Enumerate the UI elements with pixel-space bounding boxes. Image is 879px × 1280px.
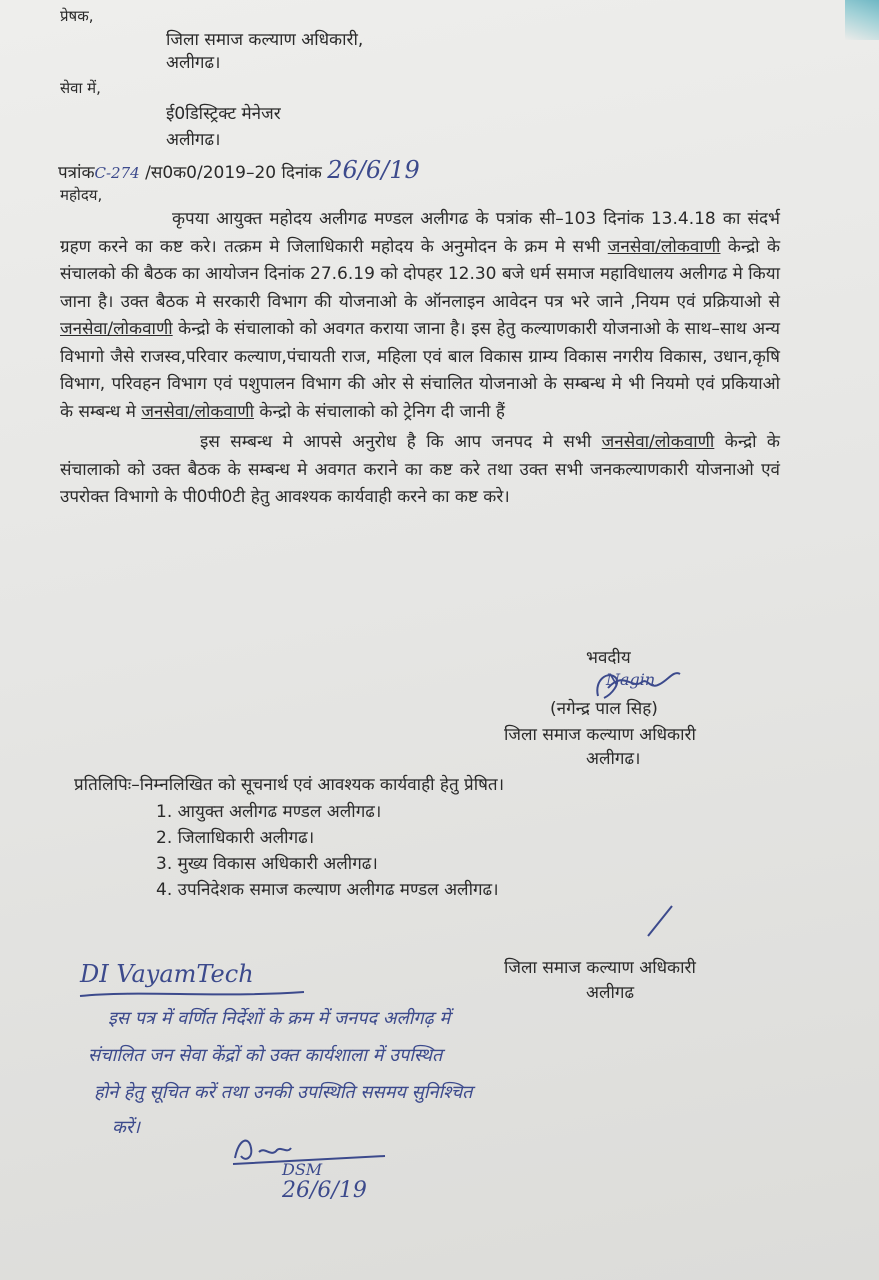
copies-intro: प्रतिलिपिः–निम्नलिखित को सूचनार्थ एवं आवश्यक कार्यवाही हेतु प्रेषित। [74, 775, 505, 795]
photo-edge-shadow [845, 0, 879, 40]
letter-body [60, 206, 780, 512]
signatory-place: अलीगढ। [586, 749, 641, 769]
copy-item: 3. मुख्य विकास अधिकारी अलीगढ। [156, 854, 378, 874]
paragraph-1: कृपया आयुक्त महोदय अलीगढ मण्डल अलीगढ के पत्रांक सी–103 दिनांक 13.4.18 का संदर्भ ग्रहण करने का कष्ट करे। तत्क्रम मे जिलाधिकारी महोदय के अनुमोदन के क्रम मे सभी जनसेवा/लोकवाणी केन्द्रो के संचालको की बैठक का आयोजन दिनांक 27.6.19 को दोपहर 12.30 बजे धर्म समाज महाविधालय अलीगढ मे किया जाना है। उक्त बैठक मे सरकारी विभाग की योजनाओ के ऑनलाइन आवेदन पत्र भरे जाने ,नियम एवं प्रक्रियाओ से जनसेवा/लोकवाणी केन्द्रो के संचालाको को अवगत कराया जाना है। इस हेतु कल्याणकारी योजनाओ के साथ–साथ अन्य विभागो जैसे राजस्व,परिवार कल्याण,पंचायती राज, महिला एवं बाल विकास ग्राम्य विकास नगरीय विकास, उधान,कृषि विभाग, परिवहन विभाग एवं पशुपालन विभाग की ओर से संचालित योजनाओ के सम्बन्ध मे भी नियमो एवं प्रकियाओ के सम्बन्ध मे जनसेवा/लोकवाणी केन्द्रो के संचालाको को ट्रेनिग दी जानी हैं [60, 209, 780, 422]
recipient-name: ई0डिस्ट्रिक्ट मेनेजर [166, 104, 281, 124]
endorsement-initials: DSM [282, 1160, 323, 1179]
recipient-place: अलीगढ। [166, 130, 221, 150]
reference-line [58, 156, 420, 184]
underlined-term: जनसेवा/लोकवाणी [607, 236, 721, 257]
signatory-designation: जिला समाज कल्याण अधिकारी [504, 725, 696, 745]
recipient-label: सेवा में, [60, 79, 101, 97]
signatory-name: (नगेन्द्र पाल सिह) [550, 699, 658, 719]
footer-place: अलीगढ [586, 983, 635, 1003]
handwritten-line: संचालित जन सेवा केंद्रों को उक्त कार्यशाला में उपस्थित [88, 1045, 443, 1066]
underlined-term: जनसेवा/लोकवाणी [60, 319, 173, 339]
handwritten-addressee: DI VayamTech [80, 960, 254, 988]
copy-item: 2. जिलाधिकारी अलीगढ। [156, 828, 315, 848]
underlined-term: जनसेवा/लोकवाणी [141, 401, 254, 422]
paragraph-2: इस सम्बन्ध मे आपसे अनुरोध है कि आप जनपद मे सभी जनसेवा/लोकवाणी केन्द्रो के संचालाको को उक्त बैठक के सम्बन्ध मे अवगत कराने का कष्ट करे तथा उक्त सभी जनकल्याणकारी योजनाओ एवं उपरोक्त विभागो के पी0पी0टी हेतु आवश्यक कार्यवाही करने का कष्ट करे। [60, 432, 780, 507]
sender-name: जिला समाज कल्याण अधिकारी, [166, 30, 364, 50]
pen-stroke [640, 900, 680, 940]
handwritten-line: करें। [112, 1117, 141, 1138]
addressee-underline [78, 988, 308, 1000]
ref-prefix: पत्रांक [58, 163, 95, 183]
sender-label: प्रेषक, [60, 7, 94, 25]
closing: भवदीय [586, 648, 631, 668]
copy-item: 1. आयुक्त अलीगढ मण्डल अलीगढ। [156, 802, 382, 822]
footer-designation: जिला समाज कल्याण अधिकारी [504, 958, 696, 978]
underlined-term: जनसेवा/लोकवाणी [601, 432, 715, 452]
salutation: महोदय, [60, 186, 103, 204]
copy-item: 4. उपनिदेशक समाज कल्याण अलीगढ मण्डल अलीगढ। [156, 880, 499, 900]
handwritten-line: होने हेतु सूचित करें तथा उनकी उपस्थिति ससमय सुनिश्चित [94, 1082, 473, 1103]
handwritten-line: इस पत्र में वर्णित निर्देशों के क्रम में जनपद अलीगढ़ में [108, 1008, 451, 1029]
ref-number-handwritten: C-274 [94, 164, 140, 182]
endorsement-date: 26/6/19 [282, 1178, 367, 1203]
signature-initials: Nagin [606, 670, 656, 689]
date-handwritten: 26/6/19 [327, 156, 420, 184]
sender-place: अलीगढ। [166, 53, 221, 73]
ref-mid: /स0क0/2019–20 दिनांक [145, 163, 322, 183]
